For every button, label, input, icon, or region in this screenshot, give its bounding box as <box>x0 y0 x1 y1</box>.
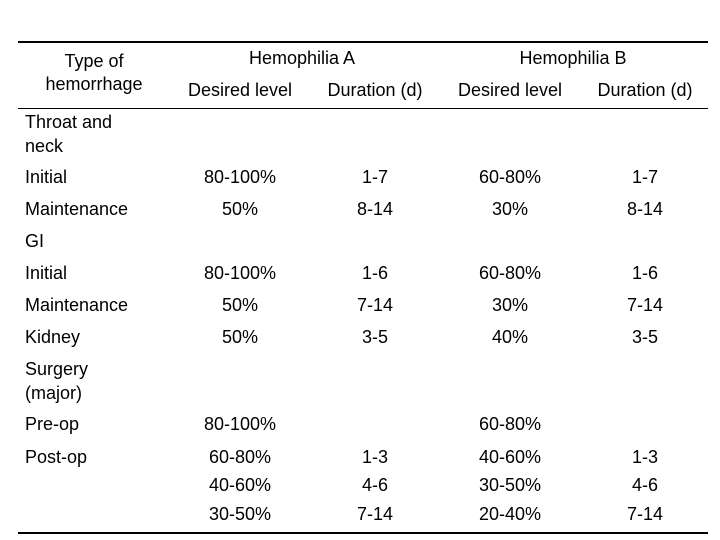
table-cell: 1-6 <box>631 263 659 283</box>
table-cell: 8-14 <box>356 199 394 219</box>
table-cell: 50% <box>221 295 259 315</box>
section-throat-and-neck: Throat and neck <box>25 112 113 156</box>
table-bottom-rule <box>18 532 708 534</box>
table-cell: 80-100% <box>203 167 277 187</box>
table-cell: 60-80% <box>478 167 542 187</box>
table-cell: 7-14 <box>356 295 394 315</box>
row-label: Maintenance <box>25 295 129 315</box>
hemophilia-b-desired-level-header: Desired level <box>457 80 563 100</box>
type-of-hemorrhage-header: Type of hemorrhage <box>45 51 143 94</box>
table-cell: 4-6 <box>631 475 659 495</box>
hemophilia-a-desired-level-header: Desired level <box>187 80 293 100</box>
hemophilia-a-header: Hemophilia A <box>248 48 356 68</box>
table-cell: 60-80% <box>478 263 542 283</box>
hemophilia-a-duration-header: Duration (d) <box>327 80 423 100</box>
table-cell: 30-50% <box>208 504 272 524</box>
table-cell: 60-80% <box>208 447 272 467</box>
hemophilia-b-header: Hemophilia B <box>519 48 627 68</box>
table-top-rule <box>18 41 708 43</box>
table-cell: 30% <box>491 199 529 219</box>
table-cell: 7-14 <box>356 504 394 524</box>
header-rule <box>18 108 708 109</box>
table-cell: 60-80% <box>478 414 542 434</box>
row-label: Initial <box>25 263 68 283</box>
table-cell: 1-7 <box>631 167 659 187</box>
table-cell: 4-6 <box>361 475 389 495</box>
table-cell: 40-60% <box>478 447 542 467</box>
section-gi: GI <box>25 231 45 251</box>
hemophilia-b-duration-header: Duration (d) <box>597 80 693 100</box>
table-cell: 1-7 <box>361 167 389 187</box>
row-label: Initial <box>25 167 68 187</box>
table-cell: 3-5 <box>631 327 659 347</box>
table-cell: 40-60% <box>208 475 272 495</box>
table-cell: 50% <box>221 199 259 219</box>
table-cell: 7-14 <box>626 504 664 524</box>
table-cell: 20-40% <box>478 504 542 524</box>
table-cell: 50% <box>221 327 259 347</box>
table-cell: 1-6 <box>361 263 389 283</box>
table-cell: 3-5 <box>361 327 389 347</box>
table-cell: 80-100% <box>203 263 277 283</box>
row-label: Pre-op <box>25 414 80 434</box>
table-cell: 7-14 <box>626 295 664 315</box>
table-cell: 1-3 <box>361 447 389 467</box>
table-cell: 1-3 <box>631 447 659 467</box>
table-cell: 8-14 <box>626 199 664 219</box>
table-cell: 30% <box>491 295 529 315</box>
table-cell: 80-100% <box>203 414 277 434</box>
table-cell: 30-50% <box>478 475 542 495</box>
section-surgery-major: Surgery (major) <box>25 359 89 403</box>
table-cell: 40% <box>491 327 529 347</box>
row-label: Kidney <box>25 327 81 347</box>
row-label: Maintenance <box>25 199 129 219</box>
row-label: Post-op <box>25 447 88 467</box>
